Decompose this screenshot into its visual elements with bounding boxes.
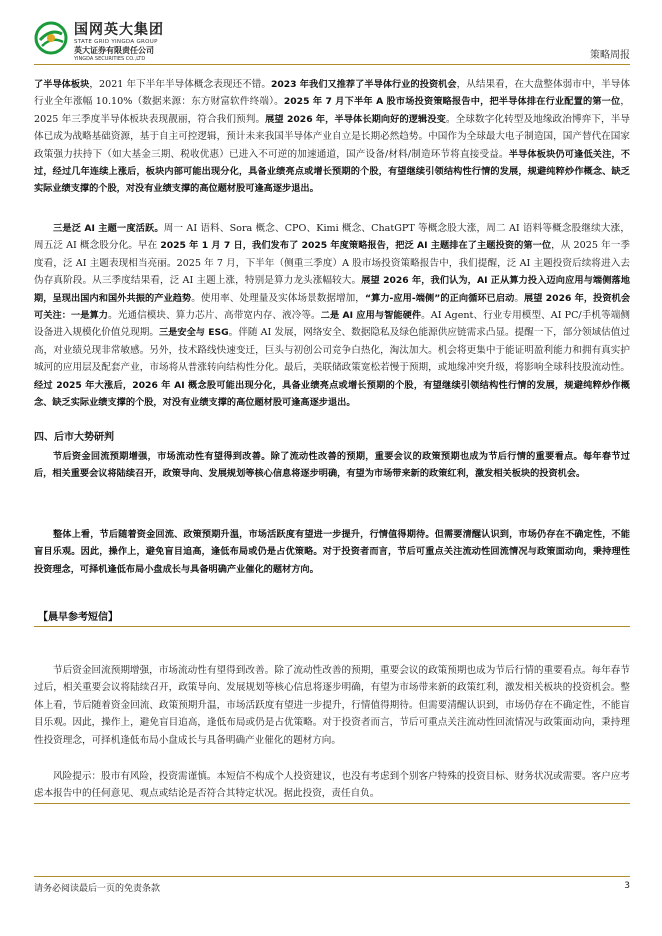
page-number: 3	[624, 881, 630, 891]
text-bold: 经过 2025 年大涨后，2026 年 AI 概念股可能出现分化，具备业绩亮点或增长预期的个股，有望继续引领结构性行情的发展，规避纯粹炒作概念、缺乏实际业绩支撑的个股，对没有业绩支撑的高位题材股可逢高逐步退出。	[34, 379, 630, 409]
logo-company-name: 英大证券有限责任公司	[74, 46, 154, 55]
text: 。光通信模块、算力芯片、高带宽内存、液冷等。	[108, 310, 321, 322]
logo-company-name-en: YINGDA SECURITIES CO.,LTD	[74, 56, 146, 62]
morning-brief-title: 【晨早参考短信】	[38, 612, 118, 623]
text: 。全球数字化转型及地缘政治博弈下，半导体已成为战略基础资源，基于自主可控逻辑，预计未来我国半导体产业自立是长期必然趋势。中国作为全球最大电子制造国，国产替代在国家政策强力扶持下（如大基金三期、税收优惠）已进入不可逆的加速通道，国产设备/材料/制造环节将直接受益。	[34, 113, 631, 160]
header-divider	[34, 64, 630, 65]
paragraph-outlook-1	[34, 448, 630, 483]
text: ，2025 年三季度半导体板块表现靓丽，符合我们预判。	[34, 96, 630, 125]
text: 。伴随 AI 发展，网络安全、数据隐私及绿色能源供应链需求凸显。提醒一下，部分领域估值过高，对业绩兑现非常敏感。另外，技术路线快速变迁，巨头与初创公司竞争白热化，淘汰加大。机会将更集中于能证明盈利能力和拥有真实护城河的应用层及配套产业，市场将从普涨转向结构性分化。最后，美联储政策宽松若慢于预期，或地缘冲突升级，将影响全球科技股流动性。	[34, 327, 630, 374]
text: 。使用率、处理量及实体场景数据增加，	[191, 292, 365, 304]
morning-brief-body	[34, 662, 630, 749]
state-grid-logo-icon	[34, 20, 68, 56]
risk-warning	[34, 768, 630, 803]
text-bold: 二是 AI 应用与智能硬件	[320, 310, 422, 322]
section-heading: 四、后市大势研判	[34, 432, 114, 443]
footer-divider	[34, 876, 630, 877]
text-bold: 节后资金回流预期增强，市场流动性有望得到改善。除了流动性改善的预期，重要会议的政策预期也成为节后行情的重要看点。每年春节过后，相关重要会议将陆续召开，政策导向、发展规划等核心信息将逐步明确，有望为市场带来新的政策红利，激发相关板块的投资机会。	[34, 451, 630, 480]
morning-brief-paragraph: 节后资金回流预期增强，市场流动性有望得到改善。除了流动性改善的预期，重要会议的政策预期也成为节后行情的重要看点。每年春节过后，相关重要会议将陆续召开，政策导向、发展规划等核心信息将逐步明确，有望为市场带来新的政策红利，激发相关板块的投资机会。整体上看，节后随着资金回流、政策预期升温，市场活跃度有望进一步提升，行情值得期待。但需要清醒认识到，市场仍存在不确定性，不能盲目乐观。因此，操作上，避免盲目追高，逢低布局或仍是占优策略。对于投资者而言，节后可重点关注流动性回流情况与政策面动向，秉持理性投资理念，可择机逢低布局小盘成长与具备明确产业催化的题材方向。	[34, 665, 630, 746]
text-bold: 了半导体板块	[34, 79, 90, 90]
text: 。AI Agent、行业专用模型、AI PC/手机等端侧设备进入规模化价值兑现期。	[34, 310, 630, 339]
text-bold: 三是泛 AI 主题一度活跃。	[53, 223, 164, 234]
text-bold: “算力-应用-端侧”的正向循环已启动	[364, 292, 515, 304]
text-bold: 展望 2026 年，我们认为，AI 正从算力投入迈向应用与端侧落地期，呈现出国内和国外共振的产业趋势	[34, 275, 630, 304]
disclaimer-note: 请务必阅读最后一页的免责条款	[34, 884, 161, 894]
text-bold: 展望 2026 年，半导体长期向好的逻辑没变	[265, 113, 446, 125]
text-bold: 半导体板块仍可逢低关注，不过，经过几年连续上涨后，板块内部可能出现分化，具备业绩亮点或增长预期的个股，有望继续引领结构性行情的发展，规避纯粹炒作概念、缺乏实际业绩支撑的个股，对没有业绩支撑的高位题材股可逢高逐步退出。	[34, 148, 630, 195]
text: ，从结果看，在大盘整体弱市中，半导体行业全年涨幅 10.10%（数据来源：东方财富软件终端）。	[34, 79, 630, 108]
report-type-label: 策略周报	[590, 50, 630, 61]
logo-group-name: 国网英大集团	[74, 22, 164, 38]
text-bold: 展望 2026 年，投资机会可关注：一是算力	[34, 292, 631, 322]
risk-warning-paragraph: 风险提示：股市有风险，投资需谨慎。本短信不构成个人投资建议，也没有考虑到个别客户特殊的投资目标、财务状况或需要。客户应考虑本报告中的任何意见、观点或结论是否符合其特定状况。据此投资，责任自负。	[34, 771, 630, 800]
text-bold: 2025 年 7 月下半年 A 股市场投资策略报告中，把半导体排在行业配置的第一位	[283, 96, 621, 108]
text-bold: 2025 年 1 月 7 日，我们发布了 2025 年度策略报告，把泛 AI 主题排在了主题投资的第一位	[160, 240, 552, 252]
morning-brief-divider	[34, 626, 630, 627]
morning-brief-bottom-divider	[34, 803, 630, 804]
company-logo-text	[74, 22, 164, 62]
morning-brief-header	[34, 604, 630, 626]
text-bold: 2023 年我们又推荐了半导体行业的投资机会	[270, 79, 457, 90]
text: ，从 2025 年一季度看，泛 AI 主题表现相当亮丽。2025 年 7 月，下半年（侧重三季度）A 股市场投资策略报告中，我们提醒，泛 AI 主题投资后续将进入去伪存真阶段。从三季度结果看，泛 AI 主题上涨，特别是算力龙头涨幅较大。	[34, 240, 630, 287]
paragraph-ai-theme	[34, 220, 630, 411]
logo-group-name-en: STATE GRID YINGDA GROUP	[74, 39, 158, 45]
text: 。	[514, 292, 525, 304]
text: 周一 AI 语料、Sora 概念、CPO、Kimi 概念、ChatGPT 等概念股大涨，周二 AI 语料等概念股继续大涨，周五泛 AI 概念股分化。早在	[34, 223, 630, 252]
paragraph-semiconductor	[34, 76, 630, 198]
text-bold: 三是安全与 ESG	[158, 327, 229, 339]
paragraph-outlook-2	[34, 526, 630, 578]
text-bold: 整体上看，节后随着资金回流、政策预期升温，市场活跃度有望进一步提升，行情值得期待。但需要清醒认识到，市场仍存在不确定性，不能盲目乐观。因此，操作上，避免盲目追高，逢低布局或仍是占优策略。对于投资者而言，节后可重点关注流动性回流情况与政策面动向，秉持理性投资理念，可择机逢低布局小盘成长与具备明确产业催化的题材方向。	[34, 529, 630, 575]
page-header	[34, 20, 630, 64]
text: ，2021 年下半年半导体概念表现还不错。	[89, 79, 271, 90]
